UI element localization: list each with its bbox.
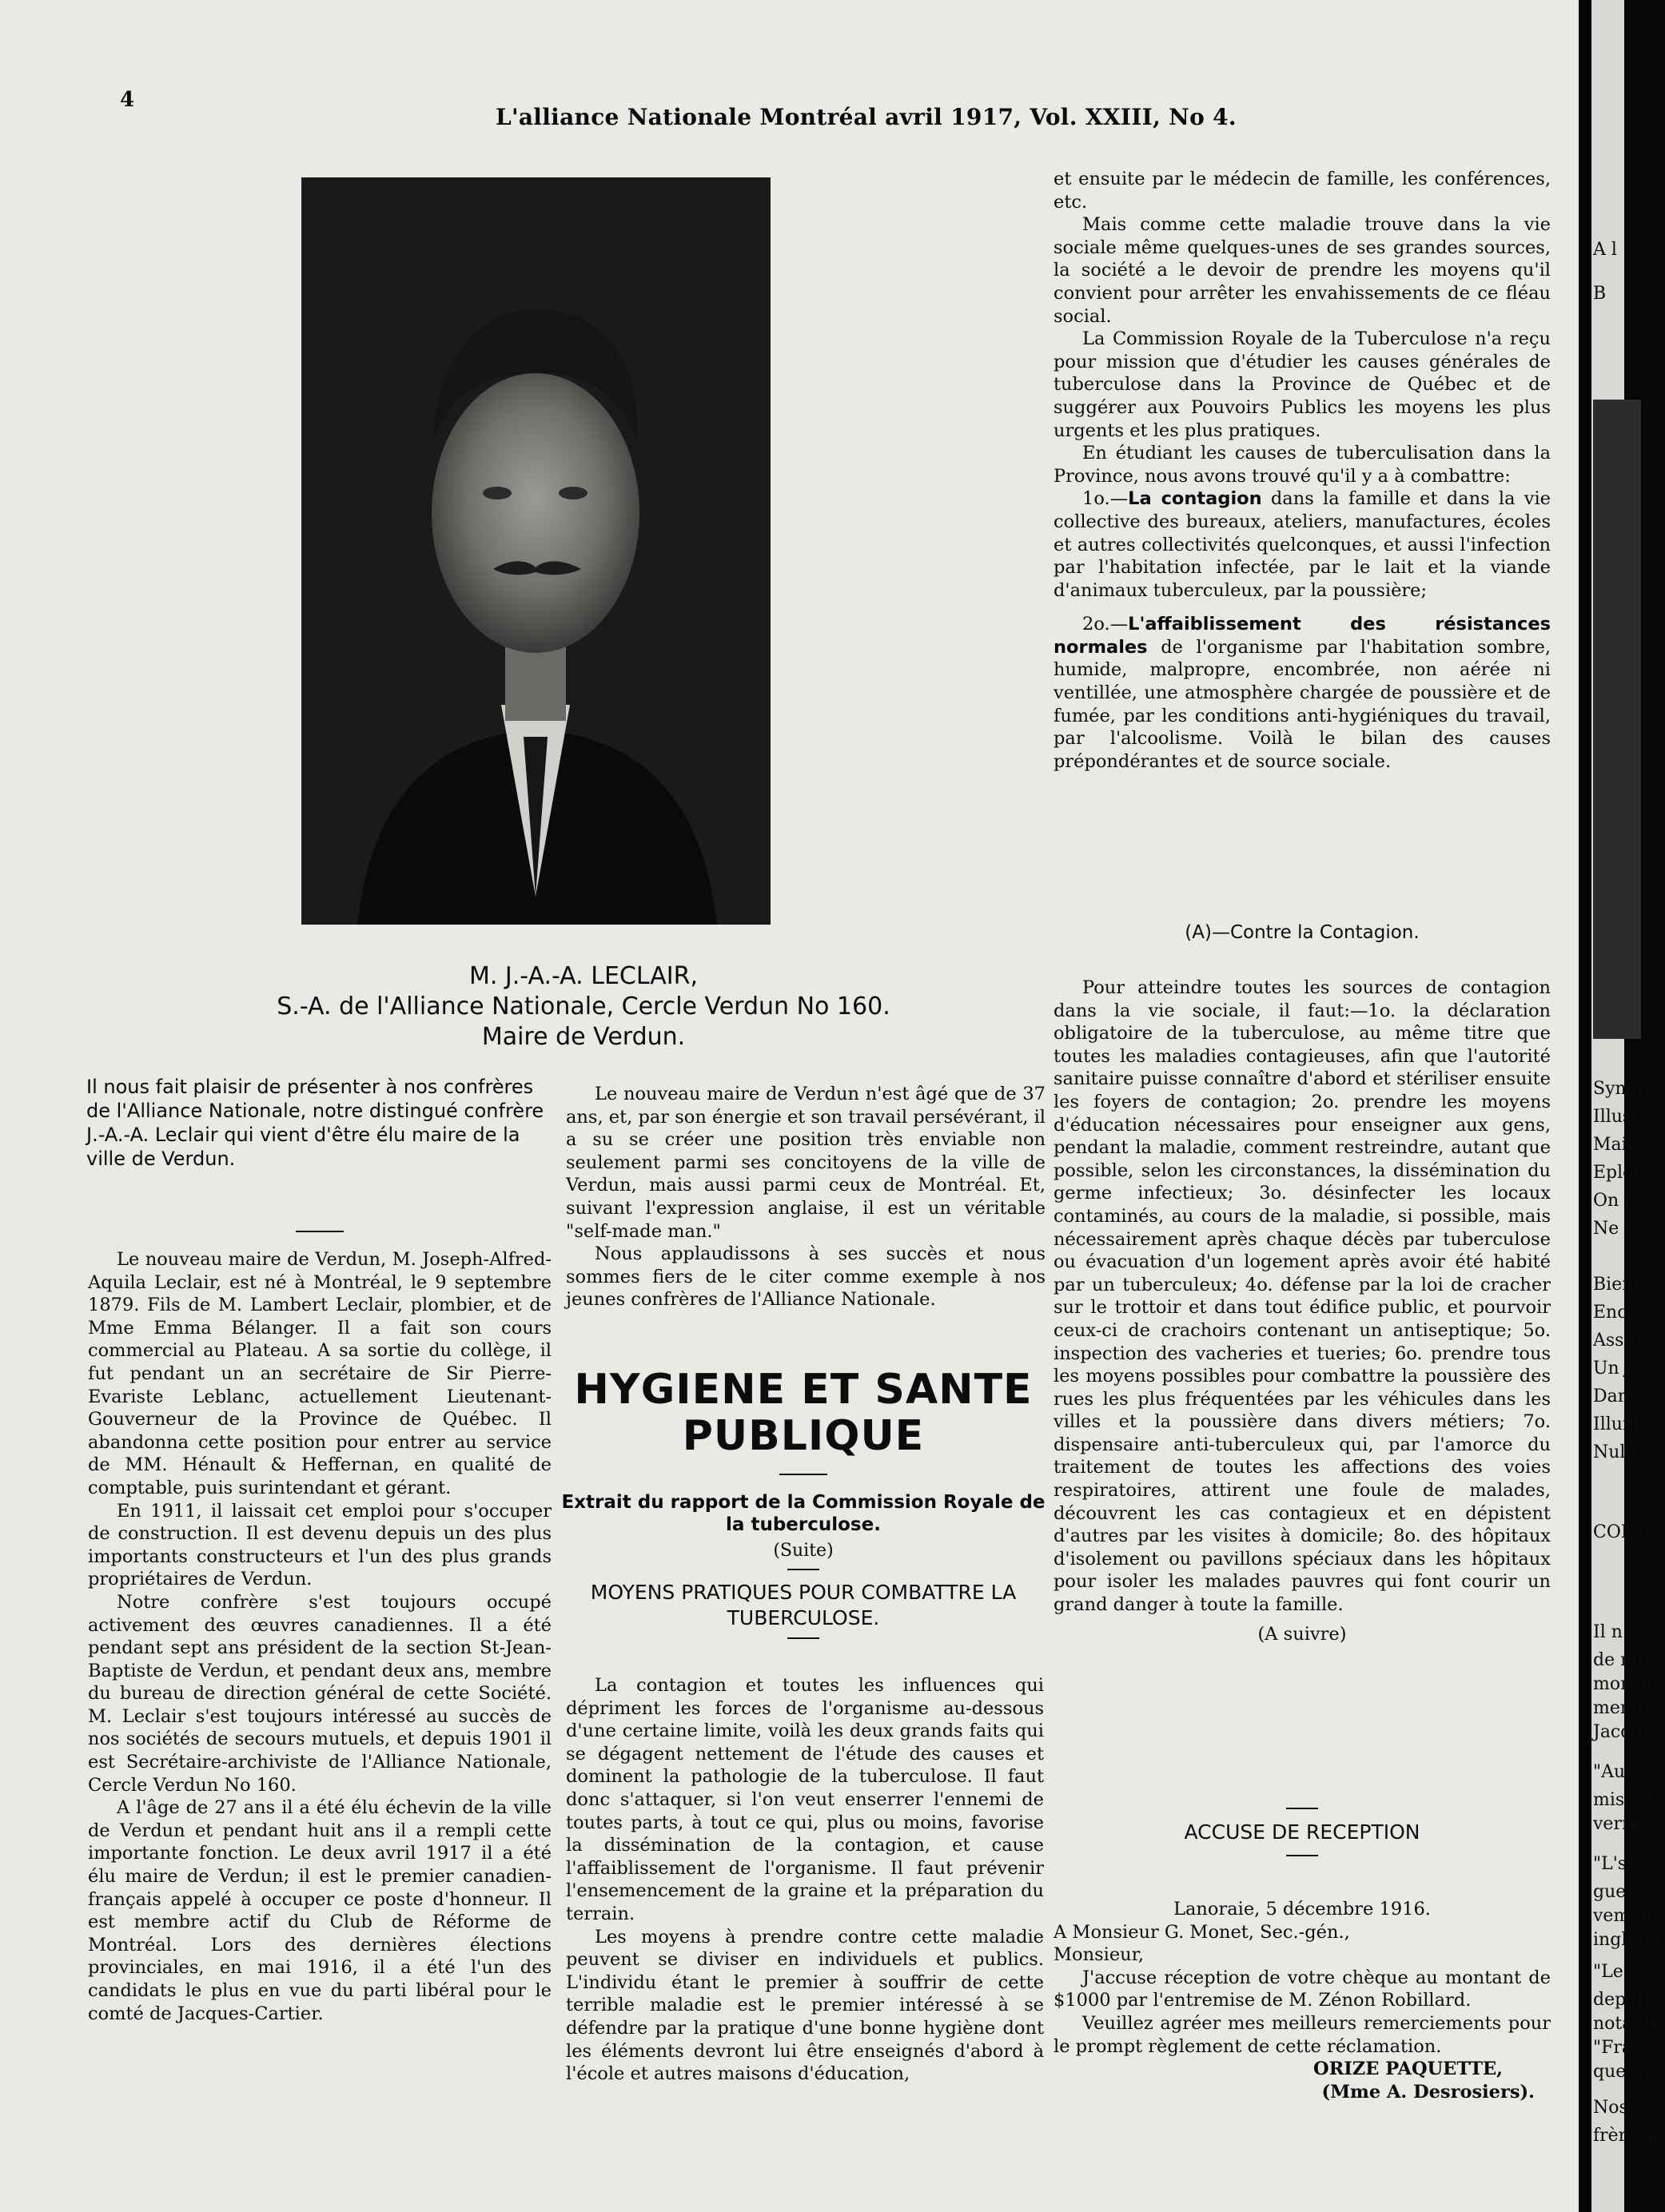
contagion-heading: (A)—Contre la Contagion. xyxy=(1185,922,1420,943)
adjacent-fragment: mis im xyxy=(1593,1790,1653,1810)
means-paragraph: Les moyens à prendre contre cette maladie peuvent se diviser en individuels et publics. L'individu étant le premier à souffrir de cette terrible maladie est le premier intéressé à se défendre par la pratique d'une bonne hygiène dont les éléments devront lui être enseignés d'abord à l'école et autres maisons d'éducation, xyxy=(566,1926,1044,2085)
bio-paragraph-2: En 1911, il laissait cet emploi pour s'occuper de construction. Il est devenu depuis un des plus importants constructeurs et l'un des plus grands propriétaires de Verdun. xyxy=(88,1500,552,1590)
running-title: L'alliance Nationale Montréal avril 1917, Vol. XXIII, No 4. xyxy=(496,104,1237,130)
adjacent-fragment: Main xyxy=(1593,1135,1639,1155)
letter-body-2: Veuillez agréer mes meilleurs remerciements pour le prompt règlement de cette réclamation. xyxy=(1054,2012,1551,2057)
item-text: dans la famille et dans la vie collective des bureaux, ateliers, manufactures, écoles et autres collectivités quelconques, et aussi l'infection par l'habitation infectée, par le lait et la viande d'animaux tuberculeux, par la poussière; xyxy=(1054,488,1551,601)
applause-paragraph: Nous applaudissons à ses succès et nous sommes fiers de le citer comme exemple à nos jeunes confrères de l'Alliance Nationale. xyxy=(566,1243,1046,1311)
adjacent-fragment: depuis xyxy=(1593,1990,1652,2010)
adjacent-fragment: Nul r xyxy=(1593,1442,1639,1462)
tuberculosis-column xyxy=(566,1674,1044,2086)
adjacent-fragment: "Le xyxy=(1593,1962,1623,1982)
adjacent-fragment: Il n xyxy=(1593,1622,1623,1642)
adjacent-fragment: frère, a xyxy=(1593,2126,1659,2146)
article-title: HYGIENE ET SANTE PUBLIQUE xyxy=(574,1366,1033,1460)
cause-item-1 xyxy=(1054,487,1551,602)
item-bold: La contagion xyxy=(1128,488,1262,510)
portrait-photo xyxy=(301,177,771,925)
measures-paragraph: Pour atteindre toutes les sources de contagion dans la vie sociale, il faut:—1o. la déclaration obligatoire de la tuberculose, au même titre que toutes les maladies contagieuses, afin que l'autorité sanitaire puisse connaître d'abord et stériliser ensuite les foyers de contagion; 2o. prendre les moyens d'éducation nécessaires pour enseigner aux gens, pendant la maladie, comment restreindre, autant que possible, selon les circonstances, la dissémination du germe infectieux; 3o. désinfecter les locaux contaminés, au cours de la maladie, si possible, mais nécessairement après chaque décès par tuberculose ou évacuation d'un logement après avoir été habité par un tuberculeux; 4o. défense par la loi de cracher sur le trottoir et dans tout édifice public, et pourvoir ceux-ci de crachoirs contenant un antiseptique; 5o. inspection des vacheries et tueries; 6o. prendre tous les moyens possibles pour combattre la poussière des rues les plus fréquentées par les véhicules dans les villes et la poussière dans divers métiers; 7o. dispensaire anti-tuberculeux qui, par l'amorce du traitement de toutes les affections des voies respiratoires, attirent une foule de malades, découvrent les cas contagieux et en dépistent d'autres par les visites à domicile; 8o. des hôpitaux d'isolement ou pavillons spéciaux dans les hôpitaux pour isoler les malades pauvres qui font courir un grand danger à toute la famille. xyxy=(1054,977,1551,1616)
receipt-heading xyxy=(1054,1808,1551,1856)
to-be-continued: (A suivre) xyxy=(1257,1623,1347,1645)
item-bold: L'affaiblissement des résistances normales xyxy=(1054,614,1551,658)
divider-rule xyxy=(296,1231,344,1232)
adjacent-fragment: Un ju xyxy=(1593,1359,1642,1379)
divider-rule xyxy=(1286,1808,1318,1809)
adjacent-fragment: Dans xyxy=(1593,1386,1639,1406)
portrait-caption xyxy=(224,961,943,1052)
adjacent-fragment: CONF xyxy=(1593,1522,1649,1542)
adjacent-fragment: guerre xyxy=(1593,1882,1654,1902)
adjacent-fragment: vernen xyxy=(1593,1814,1655,1834)
adjacent-fragment: notable xyxy=(1593,2014,1660,2034)
adjacent-fragment: Eplor xyxy=(1593,1163,1642,1183)
receipt-title: ACCUSE DE RECEPTION xyxy=(1184,1820,1420,1844)
biography-column xyxy=(88,1231,552,2025)
adjacent-fragment: B xyxy=(1593,284,1607,304)
item-label: 1o.— xyxy=(1082,488,1129,510)
leclair-continued xyxy=(566,1083,1046,1311)
adjacent-fragment: quelque xyxy=(1593,2062,1665,2082)
adjacent-fragment: Bienf xyxy=(1593,1275,1640,1295)
adjacent-fragment: Illust xyxy=(1593,1107,1639,1127)
adjacent-fragment: Enco xyxy=(1593,1303,1638,1323)
divider-rule xyxy=(787,1569,819,1570)
adjacent-fragment: Symp xyxy=(1593,1079,1643,1099)
adjacent-fragment: Assur xyxy=(1593,1331,1644,1351)
bio-paragraph-4: A l'âge de 27 ans il a été élu échevin de la ville de Verdun et pendant huit ans il a rempli cette importante fonction. Le deux avril 1917 il a été élu maire de Verdun; il est le premier canadien-français appelé à occuper ce poste d'honneur. Il est membre actif du Club de Réforme de Montréal. Lors des dernières élections provinciales, en mai 1916, il a été l'un des candidats le plus en vue du parti libéral pour le comté de Jacques-Cartier. xyxy=(88,1797,552,2024)
receipt-letter xyxy=(1054,1898,1551,2103)
bio-paragraph-3: Notre confrère s'est toujours occupé activement des œuvres canadiennes. Il a été pendant sept ans président de la section St-Jean-Baptiste de Verdun, et pendant deux ans, membre du bureau de direction général de cette Société. M. Leclair s'est toujours intéressé au succès de nos sociétés de secours mutuels, et depuis 1901 il est Secrétaire-archiviste de l'Alliance Nationale, Cercle Verdun No 160. xyxy=(88,1591,552,1796)
letter-salutation: Monsieur, xyxy=(1054,1944,1145,1966)
letter-body-1: J'accuse réception de votre chèque au montant de $1000 par l'entremise de M. Zénon Robillard. xyxy=(1054,1967,1551,2011)
adjacent-fragment: de no xyxy=(1593,1650,1643,1670)
report-column xyxy=(1054,168,1551,773)
report-paragraph-2: Mais comme cette maladie trouve dans la vie sociale même quelques-unes de ses grandes sources, la société a le devoir de prendre les moyens qu'il convient pour arrêter les envahissements de ce fléau social. xyxy=(1054,214,1551,327)
divider-rule xyxy=(1286,1855,1318,1856)
portrait-illustration xyxy=(301,177,771,925)
caption-office: Maire de Verdun. xyxy=(481,1023,686,1051)
section-title: MOYENS PRATIQUES POUR COMBATTRE LA TUBERCULOSE. xyxy=(590,1581,1017,1629)
adjacent-fragment: A l xyxy=(1593,240,1617,260)
adjacent-fragment: monsie xyxy=(1593,1674,1657,1694)
adjacent-fragment: "Franç xyxy=(1593,2038,1654,2058)
divider-rule xyxy=(787,1637,819,1639)
page-number: 4 xyxy=(120,88,135,112)
measures-column xyxy=(1054,977,1551,1645)
adjacent-page-strip xyxy=(1579,0,1665,2212)
adjacent-fragment: "Au xyxy=(1593,1762,1626,1782)
divider-rule xyxy=(779,1474,827,1475)
letter-signature-note: (Mme A. Desrosiers). xyxy=(1321,2081,1535,2103)
article-heading xyxy=(560,1367,1047,1639)
letter-addressee: A Monsieur G. Monet, Sec.-gén., xyxy=(1054,1921,1350,1943)
report-paragraph-3: La Commission Royale de la Tuberculose n'a reçu pour mission que d'étudier les causes générales de tuberculose dans la Province de Québec et de suggérer aux Pouvoirs Publics les moyens les plus urgents et les plus pratiques. xyxy=(1054,328,1551,441)
letter-date: Lanoraie, 5 décembre 1916. xyxy=(1173,1899,1431,1920)
adjacent-fragment: vembre xyxy=(1593,1906,1660,1926)
item-text: de l'organisme par l'habitation sombre, humide, malpropre, encombrée, non aérée ni ventillée, une atmosphère chargée de poussière et de fumée, par les conditions anti-hygiéniques du travail, par l'alcoolisme. Voilà le bilan des causes prépondérantes et de source sociale. xyxy=(1054,636,1551,772)
cause-item-2 xyxy=(1054,613,1551,773)
article-source: Extrait du rapport de la Commission Royale de la tuberculose. xyxy=(561,1492,1046,1535)
adjacent-fragment: Illum xyxy=(1593,1414,1639,1434)
item-label: 2o.— xyxy=(1082,614,1129,635)
report-paragraph-1: et ensuite par le médecin de famille, les conférences, etc. xyxy=(1054,169,1551,213)
bio-paragraph-1: Le nouveau maire de Verdun, M. Joseph-Alfred-Aquila Leclair, est né à Montréal, le 9 septembre 1879. Fils de M. Lambert Leclair, plombier, et de Mme Emma Bélanger. Il a fait son cours commercial au Plateau. A sa sortie du collège, il fut pendant un an secrétaire de Sir Pierre-Evariste Leblanc, actuellement Lieutenant-Gouverneur de la Province de Québec. Il abandonna cette position pour entrer au service de MM. Hénault & Heffernan, en qualité de comptable, puis surintendant et gérant. xyxy=(88,1249,552,1498)
letter-signature: ORIZE PAQUETTE, xyxy=(1312,2059,1503,2080)
adjacent-fragment: On p xyxy=(1593,1191,1636,1211)
intro-paragraph: Il nous fait plaisir de présenter à nos confrères de l'Alliance Nationale, notre distingué confrère J.-A.-A. Leclair qui vient d'être élu maire de la ville de Verdun. xyxy=(86,1076,544,1170)
adjacent-fragment: "L's xyxy=(1593,1854,1627,1874)
adjacent-photo xyxy=(1593,400,1641,1039)
adjacent-fragment: memb xyxy=(1593,1698,1648,1718)
contagion-paragraph: La contagion et toutes les influences qui dépriment les forces de l'organisme au-dessous d'une certaine limite, voilà les deux grands faits qui se dégagent nettement de l'étude des causes et dominent la pathologie de la tuberculose. Il faut donc s'attaquer, si l'on veut enserrer l'ennemi de toutes parts, à tout ce qui, plus ou moins, favorise la dissémination de la contagion, et cause l'affaiblissement de l'organisme. Il faut prévenir l'ensemencement de la graine et la préparation du terrain. xyxy=(566,1675,1044,1924)
adjacent-fragment: Jacque xyxy=(1593,1722,1654,1742)
adjacent-fragment: Nos xyxy=(1593,2098,1628,2118)
article-suite: (Suite) xyxy=(773,1541,834,1561)
adjacent-fragment: Ne p xyxy=(1593,1219,1636,1239)
adjacent-fragment: ingham xyxy=(1593,1930,1660,1950)
caption-name: M. J.-A.-A. LECLAIR, xyxy=(468,962,699,990)
caption-title: S.-A. de l'Alliance Nationale, Cercle Verdun No 160. xyxy=(277,993,890,1020)
mayor-paragraph: Le nouveau maire de Verdun n'est âgé que de 37 ans, et, par son énergie et son travail persévérant, il a su se créer une position très enviable non seulement parmi ses concitoyens de la ville de Verdun, mais aussi parmi ceux de Montréal. Et, suivant l'expression anglaise, il est un véritable "self-made man." xyxy=(566,1084,1046,1242)
report-paragraph-4: En étudiant les causes de tuberculisation dans la Province, nous avons trouvé qu'il y a à combattre: xyxy=(1054,443,1551,487)
